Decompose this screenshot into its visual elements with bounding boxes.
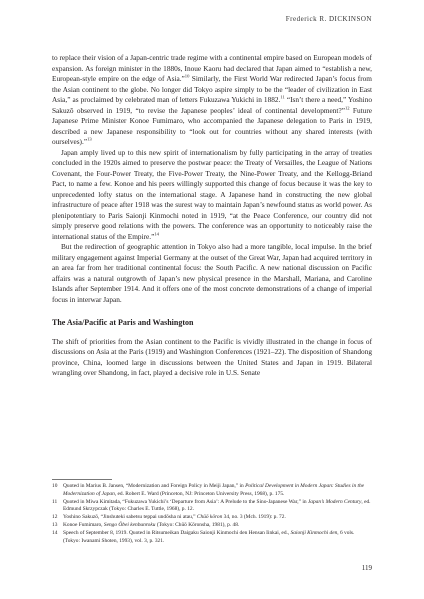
paragraph: The shift of priorities from the Asian continent to the Pacific is vividly illustrated in the change in focus of discussions on Asia at the Paris (1919) and Washington Conferences (1921–22). The disposition of Shandong province, China, loomed large in discussions between the United States and Japan in 1919. Bilateral wrangling over Shandong, in fact, played a decisive role in U.S. Senate [52, 336, 372, 377]
section-heading: The Asia/Pacific at Paris and Washington [52, 318, 194, 327]
cited-title: Political Development in Modern Japan: Studies in the Modernization of Japan [63, 483, 365, 497]
footnote: 12 Yoshino Sakuzō, “Jinshuteki sabetsu teppai undōsha ni atau,” Chūō kōron 34, no. 3 (Mch. 1919): p. 72. [52, 514, 286, 520]
footnote: 11 Quoted in Miwa Kimitada, “Fukuzawa Yukichi’s ‘Departure from Asia’: A Prelude to the Sino-Japanese War,” in Japan’s Modern Century, ed. Edmund Skrzypczak (Tokyo: Charles E. Tuttle, 1968), p. 12. [52, 498, 371, 512]
cited-title: Saionji Kinmochi den [290, 530, 338, 536]
cited-title: Sengo Ōbei kenbunroku [103, 522, 156, 528]
footnote-ref[interactable]: 10 [184, 73, 190, 79]
cited-title: Chūō kōron [196, 514, 223, 520]
footnotes [52, 483, 372, 546]
footnote: 14 Speech of September 8, 1919. Quoted in Ritsumeikan Daigaku Saionji Kinmochi den Hensan Iinkai, ed., Saionji Kinmochi den, 6 vols. (Tokyo: Iwanami Shoten, 1993), vol. 3, p. 321. [52, 530, 355, 544]
footnote-ref[interactable]: 13 [87, 136, 92, 142]
footnote-divider [52, 479, 112, 480]
footnote-number: 14 [52, 530, 58, 536]
footnote-number: 12 [52, 514, 58, 520]
footnote: 10 Quoted in Marius B. Jansen, “Modernization and Foreign Policy in Meiji Japan,” in Political Development in Modern Japan: Studies in the Modernization of Japan, ed. Robert E. Ward (Princeton, NJ: Princeton University Press, 1968), p. 175. [52, 483, 365, 497]
footnote-number: 11 [52, 498, 58, 505]
paragraph: But the redirection of geographic attention in Tokyo also had a more tangible, local impulse. In the brief military engagement against Imperial Germany at the outset of the Great War, Japan had acquired territory in an area far from her traditional continental focus: the South Pacific. A new national discussion on Pacific affairs was a natural outgrowth of Japan’s new physical presence in the Marshall, Mariana, and Caroline Islands after September 1914. And it offers one of the most concrete demonstrations of a change of imperial focus in interwar Japan. [52, 242, 372, 304]
body-text [52, 53, 372, 379]
paragraph: Japan amply lived up to this new spirit of internationalism by fully participating in the array of treaties concluded in the 1920s aimed to preserve the postwar peace: the Treaty of Versailles, the League of Nations Covenant, the Four-Power Treaty, the Five-Power Treaty, the Nine-Power Treaty, and the Kellogg-Briand Pact, to name a few. Konoe and his peers willingly supported this change of focus because it was the key to unprecedented lofty status on the international stage. A Japanese hand in constructing the new global infrastructure of peace after 1918 was the surest way to maintain Japan’s newfound status as world power. As plenipotentiary to Paris Saionji Kinmochi noted in 1919, “at the Peace Conference, our country did not simply preserve good relations with the powers. The conference was an opportunity to noticeably raise the international status of the Empire.”$^{14}$ [52, 147, 372, 241]
footnote-number: 13 [52, 522, 58, 528]
footnote-ref[interactable]: 12 [344, 105, 350, 111]
footnote: 13 Konoe Fumimaro, Sengo Ōbei kenbunroku (Tokyo: Chūō Kōronsha, 1981), p. 48. [52, 522, 240, 528]
footnote-ref[interactable]: 14 [154, 231, 159, 237]
footnote-ref[interactable]: 11 [280, 94, 285, 100]
running-head: Frederick R. DICKINSON [285, 15, 372, 23]
cited-title: Japan’s Modern Century [307, 498, 362, 505]
footnote-number: 10 [52, 483, 58, 489]
paragraph: to replace their vision of a Japan-centric trade regime with a continental empire based on European models of expansion. As foreign minister in the 1880s, Inoue Kaoru had declared that Japan aimed to “establish a new, European-style empire on the edge of Asia.”$^{10}$ Similarly, the First World War redirected Japan’s focus from the Asian continent to the globe. No longer did Tokyo aspire simply to be the “leader of civilization in East Asia,” as proclaimed by celebrated man of letters Fukuzawa Yukichi in 1882.11 “Isn’t there a need,” Yoshino Sakuzō observed in 1919, “to revise the Japanese peoples’ ideal of continental development?”$^{12}$ Future Japanese Prime Minister Konoe Fumimaro, who accompanied the Japanese delegation to Paris in 1919, described a new Japanese responsibility to “look out for countries without any shared interests (with ourselves).”$^{13}$ [52, 53, 372, 146]
page-number: 119 [361, 564, 372, 572]
